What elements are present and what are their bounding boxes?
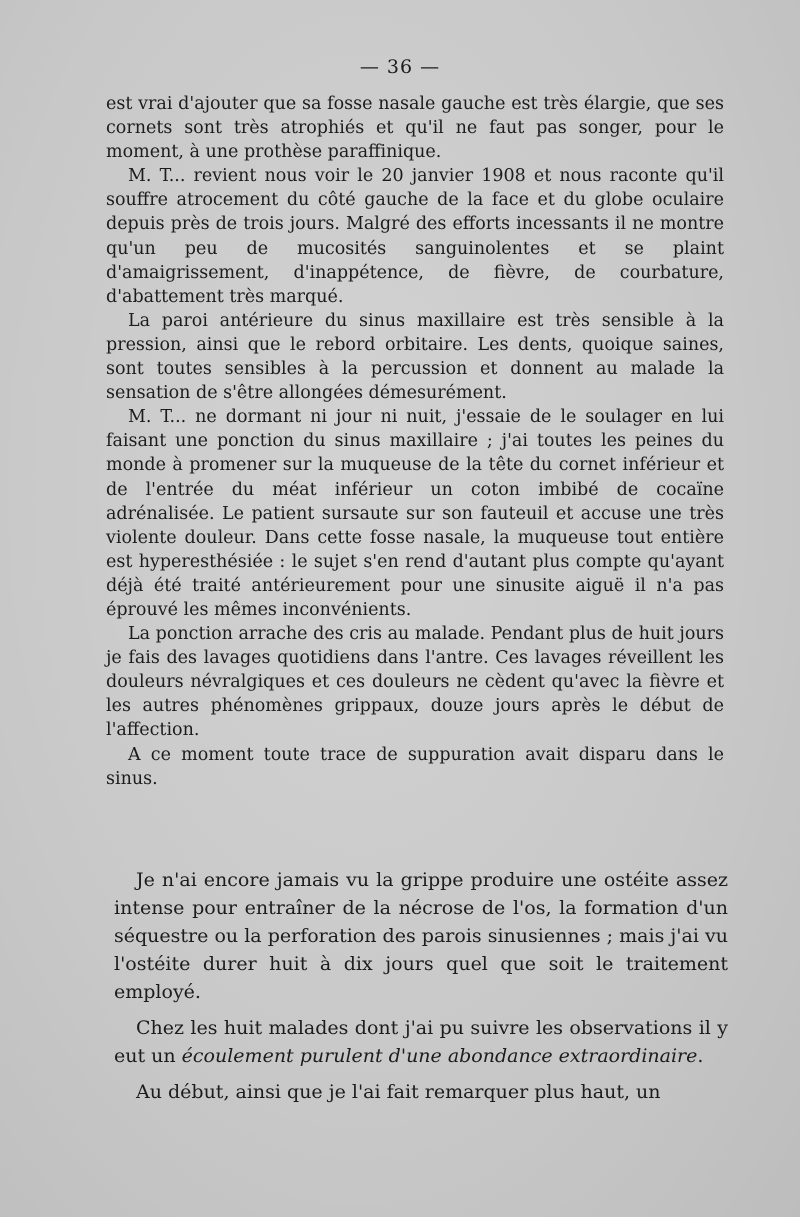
paragraph-continuation: est vrai d'ajouter que sa fosse nasale gauche est très élargie, que ses cornets sont très atrophiés et qu'il ne faut pas songer, pour le moment, à une prothèse paraffinique. bbox=[106, 94, 724, 163]
discussion-section bbox=[114, 866, 728, 1106]
page-number: — 36 — bbox=[359, 56, 441, 78]
purulent-flow-text: Chez les huit malades dont j'ai pu suivre les observations il y eut un bbox=[114, 1017, 728, 1067]
paragraph-sinus-sensitivity: La paroi antérieure du sinus maxillaire est très sensible à la pression, ainsi que le rebord orbitaire. Les dents, quoique saines, sont toutes sensibles à la percussion et donnent au malade la sensation de s'être allongées démesurément. bbox=[106, 310, 724, 404]
paragraph-patient-return: M. T... revient nous voir le 20 janvier 1908 et nous raconte qu'il souffre atrocement du côté gauche de la face et du globe oculaire depuis près de trois jours. Malgré des efforts incessants il ne montre qu'un peu de mucosités sanguinolentes et se plaint d'amaigrissement, d'inappétence, de fièvre, de courbature, d'abattement très marqué. bbox=[106, 166, 724, 307]
purulent-flow-emphasis: écoulement purulent d'une abondance extraordinaire bbox=[181, 1045, 698, 1067]
case-report-section bbox=[106, 92, 724, 791]
paragraph-lavages: La ponction arrache des cris au malade. Pendant plus de huit jours je fais des lavages quotidiens dans l'antre. Ces lavages réveillent les douleurs névralgiques et ces douleurs ne cèdent qu'avec la fièvre et les autres phénomènes grippaux, douze jours après le début de l'affection. bbox=[106, 624, 724, 741]
paragraph-osteitis: Je n'ai encore jamais vu la grippe produire une ostéite assez intense pour entraîner de la nécrose de l'os, la formation d'un séquestre ou la perforation des parois sinusiennes ; mais j'ai vu l'ostéite durer huit à dix jours quel que soit le traitement employé. bbox=[114, 869, 728, 1003]
paragraph-purulent-flow bbox=[114, 1014, 728, 1070]
paragraph-puncture-attempt: M. T... ne dormant ni jour ni nuit, j'essaie de le soulager en lui faisant une ponction du sinus maxillaire ; j'ai toutes les peines du monde à promener sur la muqueuse de la tête du cornet inférieur et de l'entrée du méat inférieur un coton imbibé de cocaïne adrénalisée. Le patient sursaute sur son fauteuil et accuse une très violente douleur. Dans cette fosse nasale, la muqueuse tout entière est hyperesthésiée : le sujet s'en rend d'autant plus compte qu'ayant déjà été traité antérieurement pour une sinusite aiguë il n'a pas éprouvé les mêmes inconvénients. bbox=[106, 407, 724, 620]
purulent-flow-end: . bbox=[697, 1045, 704, 1067]
paragraph-resolution: A ce moment toute trace de suppuration avait disparu dans le sinus. bbox=[106, 744, 724, 789]
paragraph-beginning: Au début, ainsi que je l'ai fait remarquer plus haut, un bbox=[136, 1081, 661, 1103]
